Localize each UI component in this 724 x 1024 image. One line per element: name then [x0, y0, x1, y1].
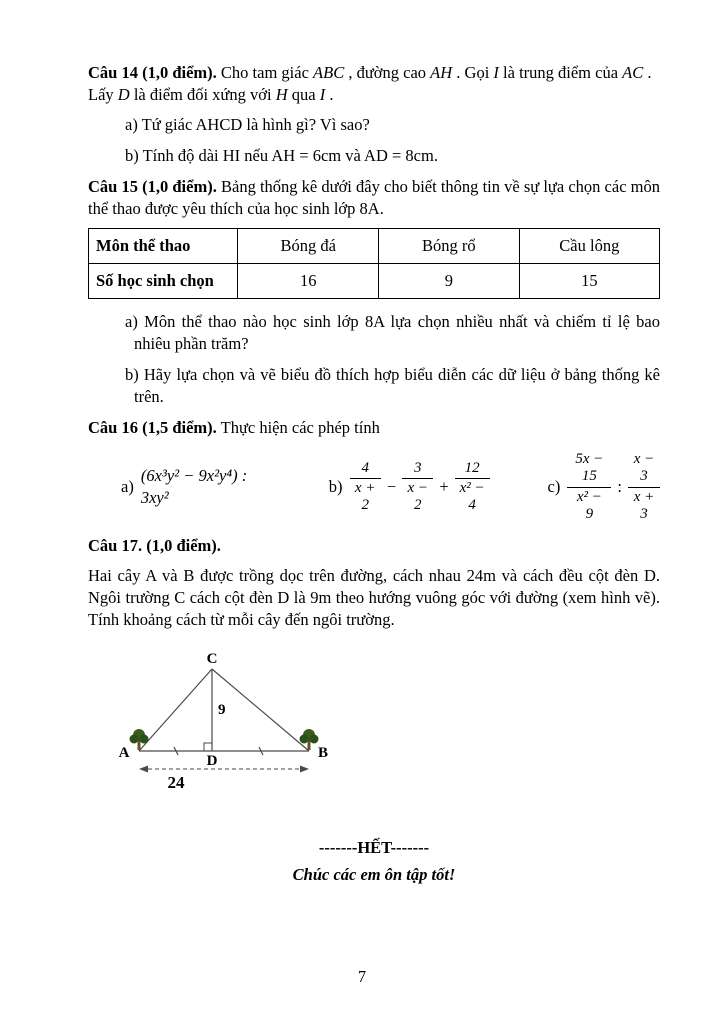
q16-expressions [88, 451, 660, 523]
q15-item-b: b) Hãy lựa chọn và vẽ biểu đồ thích hợp biểu diễn các dữ liệu ở bảng thống kê trên. [125, 365, 660, 406]
table-header-row [89, 229, 660, 264]
math-var: D [117, 85, 130, 104]
footer [88, 837, 660, 886]
text-run: . Gọi [452, 63, 494, 82]
fraction-denominator: x − 2 [407, 479, 429, 514]
end-marker: -------HẾT------- [318, 838, 430, 857]
q16-paragraph [88, 417, 660, 439]
math-var: ABC [313, 63, 345, 82]
triangle-diagram [114, 651, 354, 801]
figure-label-d: D [206, 753, 218, 769]
figure-label-c: C [206, 651, 218, 667]
q16-expression-b [329, 460, 490, 515]
table-header-cell: Bóng đá [238, 229, 379, 264]
text-run: . [325, 85, 334, 104]
q15-heading: Câu 15 (1,0 điểm). [88, 177, 217, 196]
footer-wish: Chúc các em ôn tập tốt! [292, 865, 456, 884]
math-var: AH [430, 63, 453, 82]
figure-label-b: B [317, 745, 329, 761]
fraction-numerator: x − 3 [628, 451, 660, 488]
math-operator: : [617, 477, 622, 496]
fraction-denominator: x² − 4 [459, 479, 485, 514]
text-run: qua [287, 85, 320, 104]
fraction [350, 460, 381, 515]
text-run: Cho tam giác [216, 63, 314, 82]
table-header-cell: Cầu lông [519, 229, 659, 264]
expression-label: a) [121, 477, 134, 496]
q17-body: Hai cây A và B được trồng dọc trên đường, cách nhau 24m và cách đều cột đèn D. Ngôi trường C cách cột đèn D là 9m theo hướng vuông góc với đường (xem hình vẽ). Tính khoảng cách từ mỗi cây đến ngôi trường. [88, 566, 660, 629]
fraction-denominator: x² − 9 [576, 488, 602, 522]
expression-label: c) [547, 477, 561, 496]
figure-base-label: 24 [167, 773, 185, 792]
text-run: là điểm đối xứng với [129, 85, 276, 104]
fraction-numerator: 3 [402, 460, 433, 479]
fraction [455, 460, 490, 515]
dimension-line [139, 766, 309, 773]
math-var: I [493, 63, 499, 82]
text-run: Lấy [88, 85, 118, 104]
fraction [402, 460, 433, 515]
figure-height-label: 9 [218, 702, 226, 718]
table-row-label: Số học sinh chọn [89, 264, 238, 299]
fraction-denominator: x + 3 [633, 488, 655, 522]
math-var: H [275, 85, 288, 104]
math-var: AC [622, 63, 644, 82]
math-expression: (6x³y² − 9x²y⁴) : 3xy² [140, 466, 248, 507]
tree-icon-b [300, 729, 319, 750]
text-run: , đường cao [344, 63, 431, 82]
q17-heading: Câu 17. (1,0 điểm). [88, 536, 221, 555]
fraction [628, 451, 660, 523]
fraction-numerator: 5x − 15 [567, 451, 611, 488]
q14-item-a: a) Tứ giác AHCD là hình gì? Vì sao? [125, 115, 370, 134]
fraction-numerator: 4 [350, 460, 381, 479]
fraction-denominator: x + 2 [354, 479, 376, 514]
table-cell: 16 [238, 264, 379, 299]
q14-item-b: b) Tính độ dài HI nếu AH = 6cm và AD = 8cm. [125, 146, 438, 165]
text-run: . [643, 63, 652, 82]
sports-statistics-table [88, 228, 660, 299]
table-header-cell: Môn thể thao [89, 229, 238, 264]
math-operator: + [439, 477, 449, 496]
math-operator: − [386, 477, 397, 496]
q16-expression-a [121, 465, 257, 509]
text-run: là trung điểm của [498, 63, 623, 82]
q14-heading: Câu 14 (1,0 điểm). [88, 63, 217, 82]
q17-figure [114, 651, 660, 807]
q14-line1 [88, 62, 660, 84]
page-number: 7 [357, 967, 367, 986]
q15-paragraph [88, 176, 660, 220]
text-run: Thực hiện các phép tính [216, 418, 380, 437]
q16-expression-c [548, 451, 660, 523]
math-var: I [319, 85, 326, 104]
figure-label-a: A [118, 745, 130, 761]
q16-heading: Câu 16 (1,5 điểm). [88, 418, 217, 437]
q15-item-a: a) Môn thể thao nào học sinh lớp 8A lựa chọn nhiều nhất và chiếm tỉ lệ bao nhiêu phần trăm? [125, 312, 660, 353]
text-run: Bảng thống kê dưới đây cho biết thông tin về sự lựa chọn các môn thể thao được yêu thích của học sinh lớp 8A. [88, 177, 660, 218]
q14-paragraph [88, 62, 660, 106]
fraction [567, 451, 611, 523]
tree-icon-a [130, 729, 149, 750]
table-data-row [89, 264, 660, 299]
table-cell: 15 [519, 264, 659, 299]
q17-heading-paragraph [88, 535, 660, 557]
q14-line2 [88, 84, 660, 106]
table-cell: 9 [379, 264, 520, 299]
expression-label: b) [328, 477, 343, 496]
fraction-numerator: 12 [455, 460, 490, 479]
table-header-cell: Bóng rổ [379, 229, 520, 264]
